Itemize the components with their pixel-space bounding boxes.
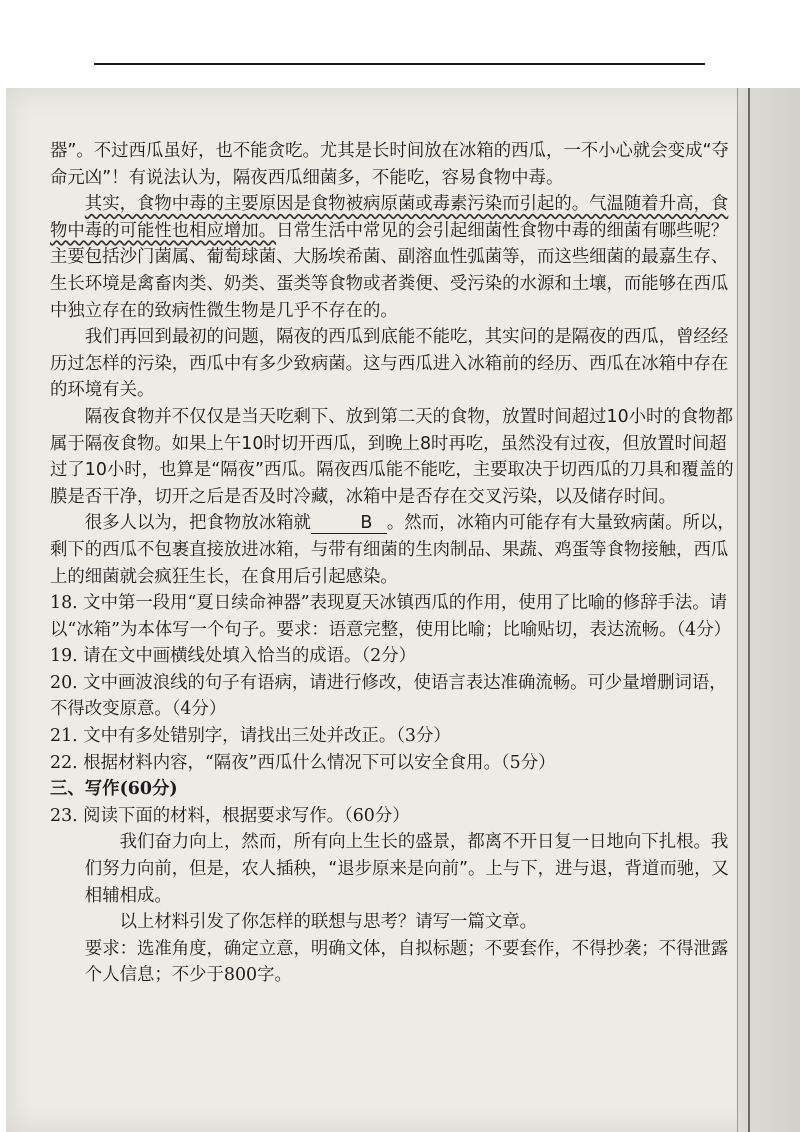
question-20: 20. 文中画波浪线的句子有语病，请进行修改，使语言表达准确流畅。可少量增删词语，不得改变原意。（4分） bbox=[50, 672, 727, 720]
passage-paragraph-3: 我们再回到最初的问题，隔夜的西瓜到底能不能吃，其实问的是隔夜的西瓜，曾经经历过怎样的污染，西瓜中有多少致病菌。这与西瓜进入冰箱前的经历、西瓜在冰箱中存在的环境有关。 bbox=[50, 327, 729, 401]
writing-prompt bbox=[50, 909, 740, 936]
question-18: 18. 文中第一段用“夏日续命神器”表现夏天冰镇西瓜的作用，使用了比喻的修辞手法。请以“冰箱”为本体写一个句子。要求：语意完整，使用比喻；比喻贴切，表达流畅。（4分） bbox=[50, 593, 731, 640]
material-text: 我们奋力向上，然而，所有向上生长的盛景，都离不开日复一日地向下扎根。我们努力向前，但是，农人插秧，“退步原来是向前”。上与下，进与退，背道而驰，又相辅相成。 bbox=[84, 832, 729, 906]
top-rule bbox=[94, 63, 705, 65]
p5-before: 很多人以为，把食物放冰箱就 bbox=[84, 513, 311, 534]
answer-blank: B bbox=[311, 513, 387, 534]
p5-after: 。然而，冰箱内可能存有大量致病菌。所以，剩下的西瓜不包裹直接放进冰箱，与带有细菌的生肉制品、果蔬、鸡蛋等食物接触，西瓜上的细菌就会疯狂生长，在食用后引起感染。 bbox=[50, 513, 735, 587]
passage-paragraph-4: 隔夜食物并不仅仅是当天吃剩下、放到第二天的食物，放置时间超过10小时的食物都属于隔夜食物。如果上午10时切开西瓜，到晚上8时再吃，虽然没有过夜，但放置时间超过了10小时，也算是“隔夜”西瓜。隔夜西瓜能不能吃，主要取决于切西瓜的刀具和覆盖的膜是否干净，切开之后是否及时冷藏，冰箱中是否存在交叉污染，以及储存时间。 bbox=[50, 406, 734, 507]
section-title-writing: 三、写作(60分) bbox=[50, 779, 178, 800]
prompt-text: 以上材料引发了你怎样的联想与思考？请写一篇文章。 bbox=[119, 912, 537, 933]
right-margin-strip bbox=[737, 88, 800, 1132]
passage-p1-text: 器”。不过西瓜虽好，也不能贪吃。尤其是长时间放在冰箱的西瓜，一不小心就会变成“夺命元凶”！有说法认为，隔夜西瓜细菌多，不能吃，容易食物中毒。 bbox=[50, 141, 729, 188]
question-23: 23. 阅读下面的材料，根据要求写作。（60分） bbox=[50, 805, 410, 826]
question-21: 21. 文中有多处错别字，请找出三处并改正。（3分） bbox=[50, 726, 451, 747]
passage-paragraph-1 bbox=[50, 138, 740, 191]
exam-content bbox=[50, 138, 740, 989]
binding-line bbox=[748, 88, 750, 1132]
wavy-underlined-sentence: 其实，食物中毒的主要原因是食物被病原菌或毒素污染而引起的。气温随着升高，食物中毒的可能性也相应增加。 bbox=[50, 194, 729, 241]
question-19: 19. 请在文中画横线处填入恰当的成语。（2分） bbox=[50, 646, 416, 667]
passage-paragraph-5 bbox=[50, 510, 740, 590]
writing-material bbox=[50, 829, 740, 909]
writing-requirements: 要求：选准角度，确定立意，明确文体，自拟标题；不要套作，不得抄袭；不得泄露个人信息；不少于800字。 bbox=[84, 938, 729, 986]
question-22: 22. 根据材料内容，“隔夜”西瓜什么情况下可以安全食用。（5分） bbox=[50, 752, 556, 773]
passage-p2-rest: 日常生活中常见的会引起细菌性食物中毒的细菌有哪些呢？主要包括沙门菌属、葡萄球菌、大肠埃希菌、副溶血性弧菌等，而这些细菌的最嘉生存、生长环境是禽畜肉类、奶类、蛋类等食物或者粪便、受污染的水源和土壤，而能够在西瓜中独立存在的致病性微生物是几乎不存在的。 bbox=[50, 220, 729, 321]
passage-paragraph-2 bbox=[50, 191, 740, 324]
